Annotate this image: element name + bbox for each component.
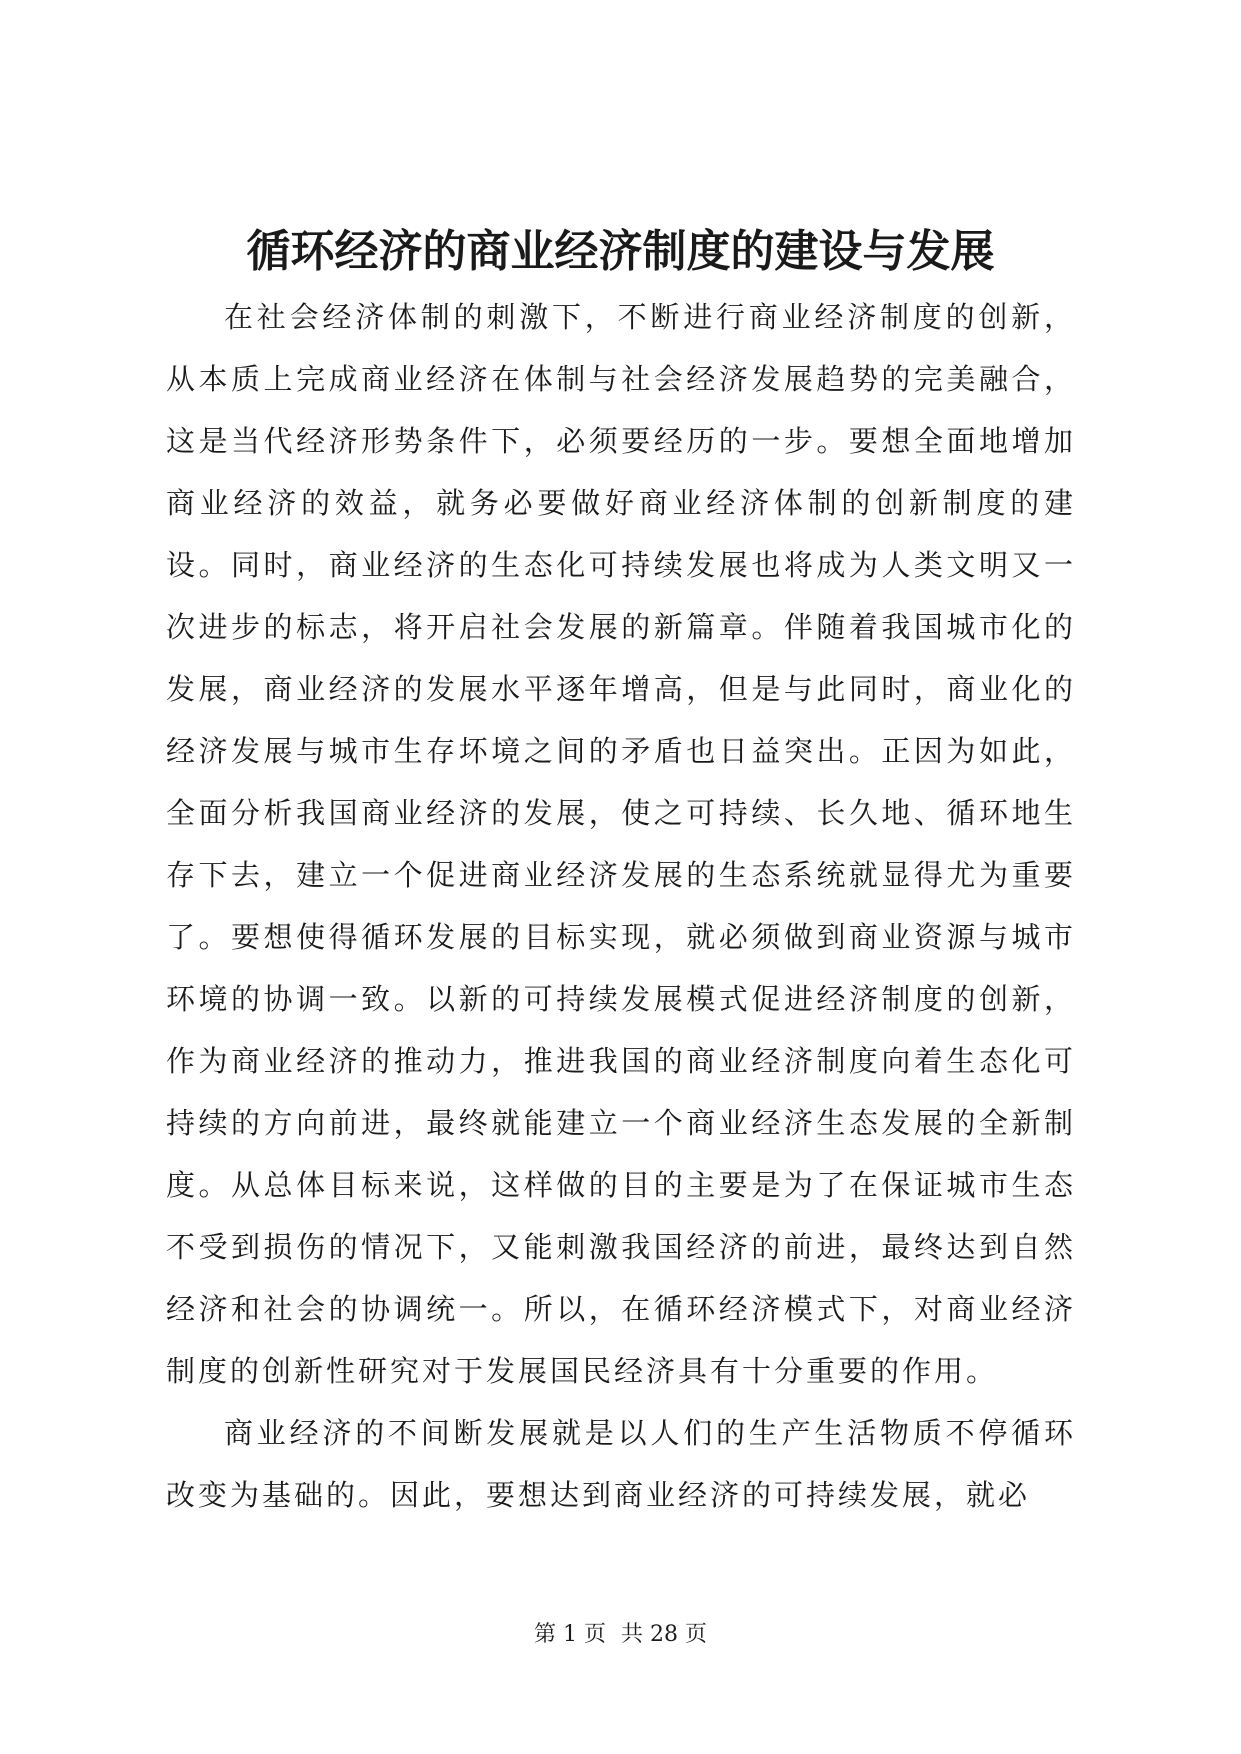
page-number: 第 1 页 [534, 1622, 606, 1647]
document-title: 循环经济的商业经济制度的建设与发展 [246, 226, 995, 277]
paragraph-1: 在社会经济体制的刺激下，不断进行商业经济制度的创新，从本质上完成商业经济在体制与社会经济发展趋势的完美融合，这是当代经济形势条件下，必须要经历的一步。要想全面地增加商业经济的效益，就务必要做好商业经济体制的创新制度的建设。同时，商业经济的生态化可持续发展也将成为人类文明又一次进步的标志，将开启社会发展的新篇章。伴随着我国城市化的发展，商业经济的发展水平逐年增高，但是与此同时，商业化的经济发展与城市生存坏境之间的矛盾也日益突出。正因为如此，全面分析我国商业经济的发展，使之可持续、长久地、循环地生存下去，建立一个促进商业经济发展的生态系统就显得尤为重要了。要想使得循环发展的目标实现，就必须做到商业资源与城市环境的协调一致。以新的可持续发展模式促进经济制度的创新，作为商业经济的推动力，推进我国的商业经济制度向着生态化可持续的方向前进，最终就能建立一个商业经济生态发展的全新制度。从总体目标来说，这样做的目的主要是为了在保证城市生态不受到损伤的情况下，又能刺激我国经济的前进，最终达到自然经济和社会的协调统一。所以，在循环经济模式下，对商业经济制度的创新性研究对于发展国民经济具有十分重要的作用。 [166, 300, 1076, 1388]
paragraph-2: 商业经济的不间断发展就是以人们的生产生活物质不停循环改变为基础的。因此，要想达到商业经济的可持续发展，就必 [166, 1416, 1076, 1512]
document-body [166, 286, 1076, 1526]
page-total: 共 28 页 [621, 1622, 707, 1647]
page-footer [0, 1620, 1241, 1650]
